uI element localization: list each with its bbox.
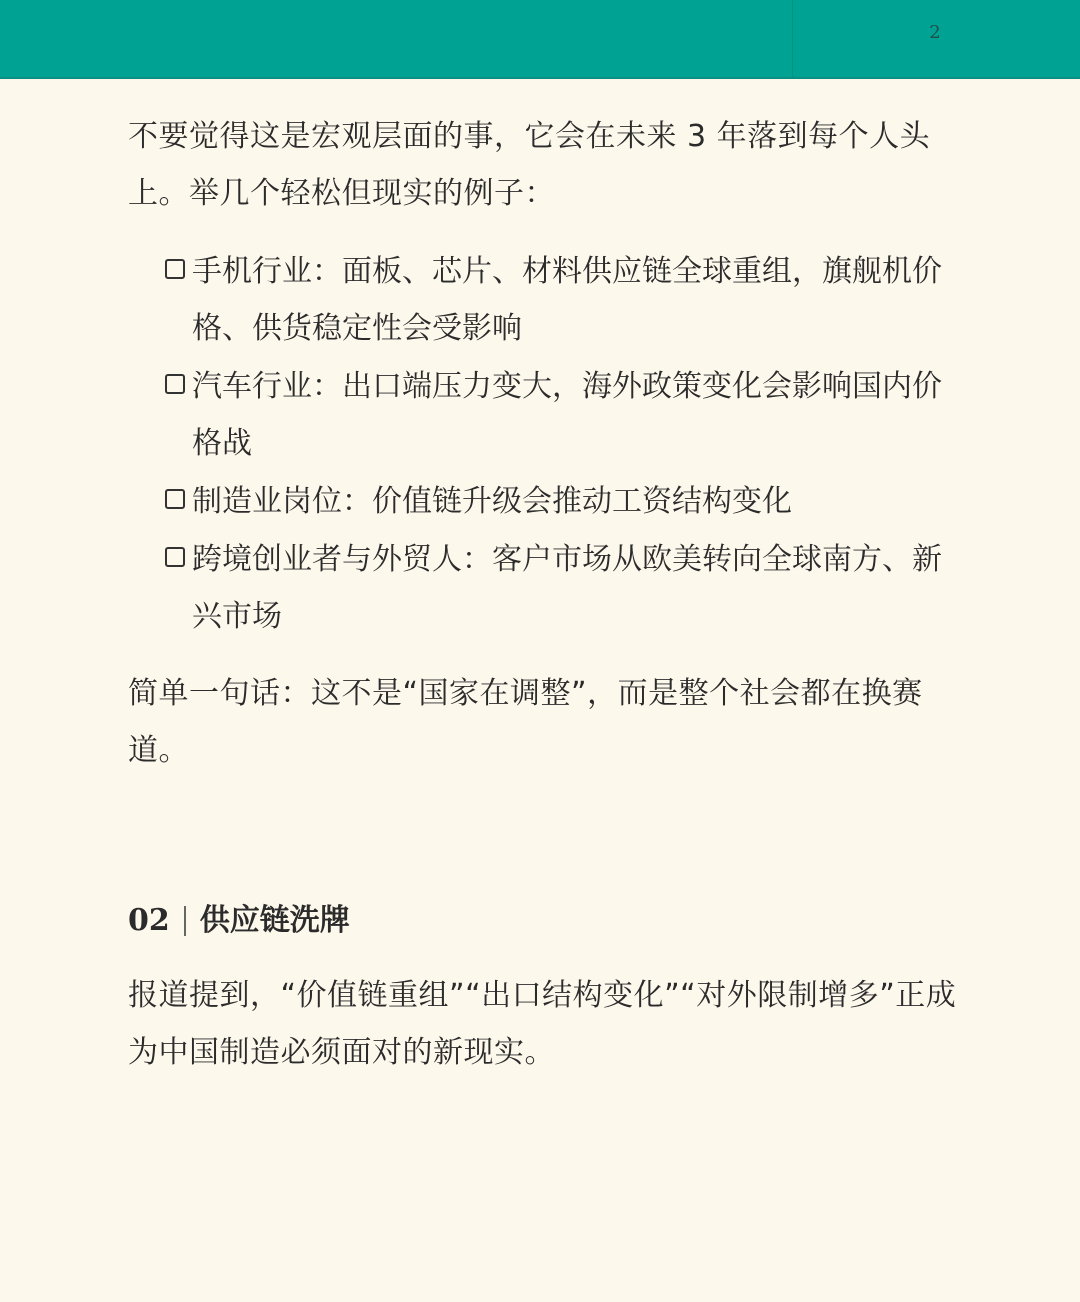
checkbox-icon — [165, 374, 185, 394]
checklist-item — [128, 243, 958, 357]
page-number: 2 — [929, 22, 941, 43]
section-divider — [184, 906, 186, 936]
article-body — [128, 108, 958, 1081]
section-heading — [128, 892, 958, 949]
section-paragraph: 报道提到，“价值链重组”“出口结构变化”“对外限制增多”正成为中国制造必须面对的新现实。 — [128, 978, 957, 1070]
header-divider — [792, 0, 793, 77]
checklist-item — [128, 473, 958, 530]
checklist-item — [128, 358, 958, 472]
section-number: 02 — [128, 903, 170, 938]
section-title: 供应链洗牌 — [199, 903, 350, 938]
intro-paragraph: 不要觉得这是宏观层面的事，它会在未来 3 年落到每个人头上。举几个轻松但现实的例子： — [128, 119, 931, 211]
checklist-item — [128, 531, 958, 645]
checklist-item-text: 汽车行业：出口端压力变大，海外政策变化会影响国内价格战 — [192, 369, 942, 461]
summary-paragraph: 简单一句话：这不是“国家在调整”，而是整个社会都在换赛道。 — [128, 676, 923, 768]
page-header — [0, 0, 1080, 79]
checklist-item-text: 跨境创业者与外贸人：客户市场从欧美转向全球南方、新兴市场 — [192, 542, 942, 634]
checklist-item-text: 制造业岗位：价值链升级会推动工资结构变化 — [192, 484, 792, 519]
checkbox-icon — [165, 547, 185, 567]
checklist-item-text: 手机行业：面板、芯片、材料供应链全球重组，旗舰机价格、供货稳定性会受影响 — [192, 254, 942, 346]
checkbox-icon — [165, 489, 185, 509]
checkbox-icon — [165, 259, 185, 279]
example-checklist — [128, 243, 958, 645]
